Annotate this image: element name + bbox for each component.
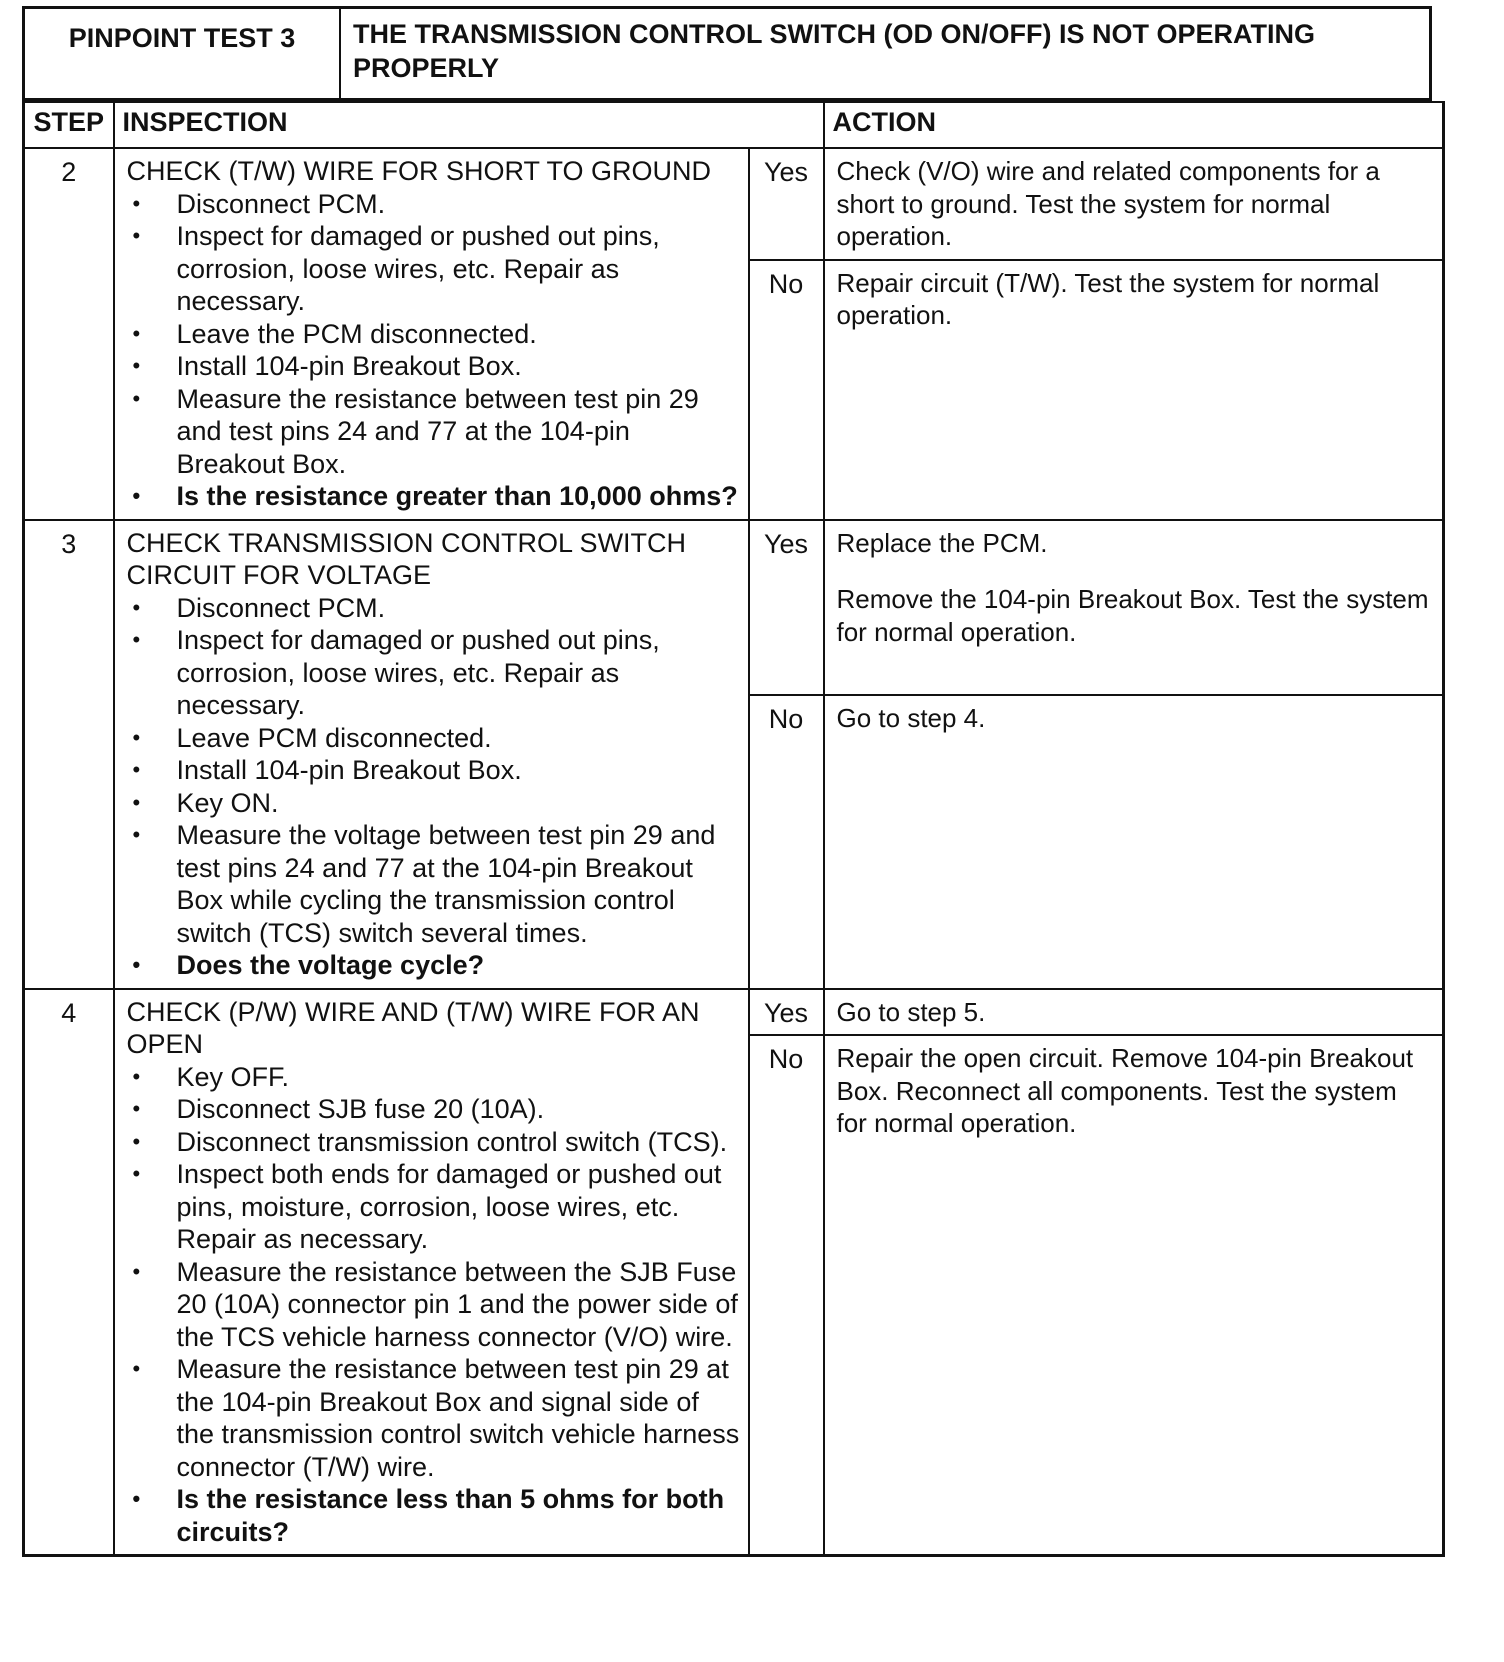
inspection-item: • Leave the PCM disconnected. xyxy=(127,318,740,351)
no-action: Repair circuit (T/W). Test the system for normal operation. xyxy=(824,260,1444,520)
step-number: 2 xyxy=(24,148,114,520)
no-label: No xyxy=(749,1035,824,1556)
step-heading: CHECK TRANSMISSION CONTROL SWITCH CIRCUIT FOR VOLTAGE xyxy=(126,527,687,590)
step-heading: CHECK (P/W) WIRE AND (T/W) WIRE FOR AN OPEN xyxy=(126,996,700,1059)
inspection-cell xyxy=(114,148,749,520)
yes-action: Check (V/O) wire and related components for a short to ground. Test the system for normal operation. xyxy=(824,148,1444,260)
inspection-item: • Key ON. xyxy=(127,787,740,820)
inspection-cell xyxy=(114,520,749,989)
yes-label: Yes xyxy=(749,148,824,260)
header-row xyxy=(24,102,1444,148)
test-id: PINPOINT TEST 3 xyxy=(24,8,341,100)
step-number: 4 xyxy=(24,989,114,1556)
inspection-cell xyxy=(114,989,749,1556)
step-row xyxy=(24,520,1444,695)
inspection-item: • Inspect both ends for damaged or pushed out pins, moisture, corrosion, loose wires, etc. Repair as necessary. xyxy=(127,1158,740,1256)
inspection-item: • Install 104-pin Breakout Box. xyxy=(127,350,740,383)
inspection-item: • Leave PCM disconnected. xyxy=(127,722,740,755)
yes-action-line: Remove the 104-pin Breakout Box. Test the system for normal operation. xyxy=(836,584,1429,647)
inspection-item: • Disconnect PCM. xyxy=(127,592,740,625)
pinpoint-test-page xyxy=(22,6,1452,1557)
inspection-question: • Is the resistance greater than 10,000 ohms? xyxy=(127,480,740,513)
step-row xyxy=(24,148,1444,260)
no-action: Repair the open circuit. Remove 104-pin Breakout Box. Reconnect all components. Test the system for normal operation. xyxy=(824,1035,1444,1556)
inspection-item: • Disconnect PCM. xyxy=(127,188,740,221)
inspection-item: • Key OFF. xyxy=(127,1061,740,1094)
inspection-list xyxy=(127,188,740,513)
yes-action: Go to step 5. xyxy=(824,989,1444,1036)
step-column-header: STEP xyxy=(24,102,114,148)
step-row xyxy=(24,989,1444,1036)
test-description: THE TRANSMISSION CONTROL SWITCH (OD ON/OFF) IS NOT OPERATING PROPERLY xyxy=(340,8,1431,100)
inspection-item: • Inspect for damaged or pushed out pins, corrosion, loose wires, etc. Repair as necessary. xyxy=(127,624,740,722)
yes-action xyxy=(824,520,1444,695)
yes-label: Yes xyxy=(749,989,824,1036)
inspection-item: • Measure the resistance between the SJB Fuse 20 (10A) connector pin 1 and the power side of the TCS vehicle harness connector (V/O) wire. xyxy=(127,1256,740,1354)
inspection-item: • Disconnect SJB fuse 20 (10A). xyxy=(127,1093,740,1126)
yes-action-line: Replace the PCM. xyxy=(836,527,1048,558)
action-column-header: ACTION xyxy=(824,102,1444,148)
no-label: No xyxy=(749,695,824,989)
inspection-question: • Does the voltage cycle? xyxy=(127,949,740,982)
inspection-list xyxy=(127,592,740,982)
inspection-item: • Measure the voltage between test pin 29 and test pins 24 and 77 at the 104-pin Breakout Box while cycling the transmission control switch (TCS) switch several times. xyxy=(127,819,740,949)
inspection-question: • Is the resistance less than 5 ohms for both circuits? xyxy=(127,1483,740,1548)
title-table xyxy=(22,6,1432,101)
inspection-item: • Disconnect transmission control switch (TCS). xyxy=(127,1126,740,1159)
yes-label: Yes xyxy=(749,520,824,695)
no-label: No xyxy=(749,260,824,520)
inspection-list xyxy=(127,1061,740,1549)
inspection-item: • Inspect for damaged or pushed out pins, corrosion, loose wires, etc. Repair as necessary. xyxy=(127,220,740,318)
step-number: 3 xyxy=(24,520,114,989)
inspection-item: • Install 104-pin Breakout Box. xyxy=(127,754,740,787)
step-heading: CHECK (T/W) WIRE FOR SHORT TO GROUND xyxy=(126,156,712,186)
inspection-column-header: INSPECTION xyxy=(114,102,824,148)
no-action: Go to step 4. xyxy=(824,695,1444,989)
inspection-item: • Measure the resistance between test pin 29 and test pins 24 and 77 at the 104-pin Breakout Box. xyxy=(127,383,740,481)
steps-table xyxy=(22,101,1445,1557)
inspection-item: • Measure the resistance between test pin 29 at the 104-pin Breakout Box and signal side of the transmission control switch vehicle harness connector (T/W) wire. xyxy=(127,1353,740,1483)
